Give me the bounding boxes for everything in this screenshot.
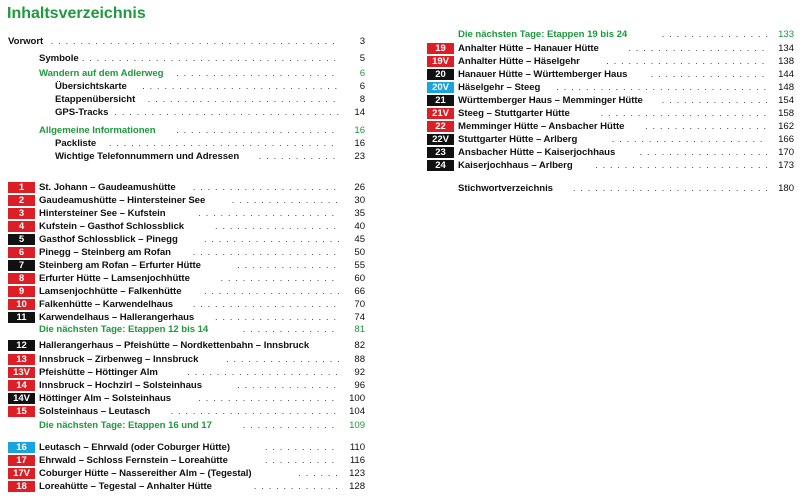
toc-entry-title: Coburger Hütte – Nassereither Alm – (Tegestal) bbox=[39, 468, 252, 479]
dot-leader bbox=[176, 124, 339, 137]
toc-entry-title: Anhalter Hütte – Hanauer Hütte bbox=[458, 43, 599, 54]
toc-entry[interactable] bbox=[8, 366, 365, 379]
toc-entry[interactable] bbox=[8, 52, 365, 65]
dot-leader bbox=[226, 353, 339, 366]
stage-number-badge: 16 bbox=[8, 442, 35, 453]
toc-entry-title: Kufstein – Gasthof Schlossblick bbox=[39, 221, 185, 232]
toc-entry-title: Vorwort bbox=[8, 36, 44, 47]
stage-number-badge: 8 bbox=[8, 273, 35, 284]
stage-number-badge: 19V bbox=[427, 56, 454, 67]
stage-number-badge: 17 bbox=[8, 455, 35, 466]
dot-leader bbox=[612, 133, 768, 146]
toc-page-number: 5 bbox=[359, 53, 365, 64]
stage-number-badge: 22 bbox=[427, 121, 454, 132]
toc-page-number: 134 bbox=[778, 43, 794, 54]
stage-number-badge: 3 bbox=[8, 208, 35, 219]
toc-page-number: 8 bbox=[359, 94, 365, 105]
dot-leader bbox=[259, 150, 339, 163]
toc-entry-title: Memminger Hütte – Ansbacher Hütte bbox=[458, 121, 625, 132]
toc-page-number: 128 bbox=[349, 481, 365, 492]
toc-entry[interactable] bbox=[8, 323, 365, 336]
dot-leader bbox=[265, 441, 339, 454]
toc-page-number: 92 bbox=[354, 367, 365, 378]
stage-number-badge: 5 bbox=[8, 234, 35, 245]
toc-page-number: 116 bbox=[349, 455, 365, 466]
toc-entry-title: Erfurter Hütte – Lamsenjochhütte bbox=[39, 273, 190, 284]
stage-number-badge: 1 bbox=[8, 182, 35, 193]
stage-number-badge: 20 bbox=[427, 69, 454, 80]
toc-entry[interactable] bbox=[427, 28, 794, 41]
toc-entry[interactable] bbox=[8, 298, 365, 311]
toc-entry[interactable] bbox=[427, 146, 794, 159]
dot-leader bbox=[176, 67, 339, 80]
toc-entry[interactable] bbox=[8, 272, 365, 285]
toc-entry-title: Innsbruck – Hochzirl – Solsteinhaus bbox=[39, 380, 202, 391]
toc-entry[interactable] bbox=[8, 285, 365, 298]
dot-leader bbox=[237, 259, 339, 272]
dot-leader bbox=[601, 107, 768, 120]
stage-number-badge: 21 bbox=[427, 95, 454, 106]
toc-entry-title: Loreahütte – Tegestal – Anhalter Hütte bbox=[39, 481, 212, 492]
stage-number-badge: 15 bbox=[8, 406, 35, 417]
dot-leader bbox=[148, 93, 339, 106]
toc-page-number: 26 bbox=[354, 182, 365, 193]
dot-leader bbox=[651, 68, 768, 81]
toc-page-number: 35 bbox=[354, 208, 365, 219]
stage-number-badge: 6 bbox=[8, 247, 35, 258]
dot-leader bbox=[232, 194, 339, 207]
toc-entry-title: Die nächsten Tage: Etappen 16 und 17 bbox=[39, 420, 212, 431]
toc-entry[interactable] bbox=[8, 441, 365, 454]
toc-page-number: 109 bbox=[349, 420, 365, 431]
dot-leader bbox=[187, 366, 339, 379]
toc-page-number: 173 bbox=[778, 160, 794, 171]
toc-entry[interactable] bbox=[8, 259, 365, 272]
page-title: Inhaltsverzeichnis bbox=[7, 5, 146, 22]
toc-entry[interactable] bbox=[8, 106, 365, 119]
toc-entry-title: Wichtige Telefonnummern und Adressen bbox=[55, 151, 240, 162]
dot-leader bbox=[193, 181, 339, 194]
toc-page-number: 180 bbox=[778, 183, 794, 194]
toc-page-number: 138 bbox=[778, 56, 794, 67]
toc-page-number: 55 bbox=[354, 260, 365, 271]
toc-entry-title: Gaudeamushütte – Hintersteiner See bbox=[39, 195, 206, 206]
toc-entry[interactable] bbox=[8, 246, 365, 259]
toc-entry[interactable] bbox=[427, 55, 794, 68]
dot-leader bbox=[237, 379, 339, 392]
dot-leader bbox=[629, 42, 769, 55]
toc-page-number: 30 bbox=[354, 195, 365, 206]
toc-entry[interactable] bbox=[8, 379, 365, 392]
dot-leader bbox=[662, 28, 768, 41]
toc-entry[interactable] bbox=[8, 93, 365, 106]
toc-entry[interactable] bbox=[8, 137, 365, 150]
toc-page-number: 133 bbox=[778, 29, 794, 40]
toc-entry[interactable] bbox=[8, 419, 365, 432]
toc-entry-title: Allgemeine Informationen bbox=[39, 125, 156, 136]
toc-entry[interactable] bbox=[8, 35, 365, 48]
toc-page-number: 50 bbox=[354, 247, 365, 258]
dot-leader bbox=[298, 467, 339, 480]
toc-page-number: 81 bbox=[354, 324, 365, 335]
toc-entry[interactable] bbox=[8, 353, 365, 366]
toc-entry[interactable] bbox=[8, 194, 365, 207]
toc-entry-title: Württemberger Haus – Memminger Hütte bbox=[458, 95, 643, 106]
toc-page-number: 6 bbox=[359, 81, 365, 92]
toc-entry-title: Gasthof Schlossblick – Pinegg bbox=[39, 234, 178, 245]
toc-entry-title: Hanauer Hütte – Württemberger Haus bbox=[458, 69, 628, 80]
toc-entry[interactable] bbox=[8, 392, 365, 405]
stage-number-badge: 13V bbox=[8, 367, 35, 378]
toc-page-number: 14 bbox=[354, 107, 365, 118]
toc-page-number: 170 bbox=[778, 147, 794, 158]
toc-entry[interactable] bbox=[8, 454, 365, 467]
toc-page-number: 110 bbox=[349, 442, 365, 453]
stage-number-badge: 19 bbox=[427, 43, 454, 54]
dot-leader bbox=[193, 246, 339, 259]
dot-leader bbox=[204, 285, 339, 298]
toc-entry-title: Die nächsten Tage: Etappen 12 bis 14 bbox=[39, 324, 209, 335]
toc-entry-title: Steinberg am Rofan – Erfurter Hütte bbox=[39, 260, 201, 271]
toc-entry[interactable] bbox=[427, 133, 794, 146]
stage-number-badge: 7 bbox=[8, 260, 35, 271]
toc-entry-title: Höttinger Alm – Solsteinhaus bbox=[39, 393, 172, 404]
stage-number-badge: 17V bbox=[8, 468, 35, 479]
dot-leader bbox=[556, 81, 768, 94]
toc-entry-title: Pinegg – Steinberg am Rofan bbox=[39, 247, 171, 258]
toc-entry-title: Pfeishütte – Höttinger Alm bbox=[39, 367, 158, 378]
toc-entry-title: Falkenhütte – Karwendelhaus bbox=[39, 299, 174, 310]
toc-entry[interactable] bbox=[8, 67, 365, 80]
toc-entry[interactable] bbox=[8, 80, 365, 93]
toc-page-number: 60 bbox=[354, 273, 365, 284]
toc-entry[interactable] bbox=[8, 480, 365, 493]
toc-entry-title: Hintersteiner See – Kufstein bbox=[39, 208, 166, 219]
toc-entry[interactable] bbox=[8, 339, 365, 352]
stage-number-badge: 24 bbox=[427, 160, 454, 171]
toc-entry-title: Etappenübersicht bbox=[55, 94, 136, 105]
toc-entry-title: Übersichtskarte bbox=[55, 81, 127, 92]
toc-entry-title: Häselgehr – Steeg bbox=[458, 82, 541, 93]
dot-leader bbox=[115, 106, 340, 119]
dot-leader bbox=[254, 480, 339, 493]
dot-leader bbox=[662, 94, 768, 107]
toc-page-number: 16 bbox=[354, 138, 365, 149]
toc-page-number: 40 bbox=[354, 221, 365, 232]
toc-entry[interactable] bbox=[8, 124, 365, 137]
toc-page-number: 23 bbox=[354, 151, 365, 162]
toc-page-number: 3 bbox=[359, 36, 365, 47]
dot-leader bbox=[82, 52, 339, 65]
toc-entry-title: Karwendelhaus – Hallerangerhaus bbox=[39, 312, 195, 323]
dot-leader bbox=[573, 182, 768, 195]
dot-leader bbox=[606, 55, 768, 68]
dot-leader bbox=[645, 120, 768, 133]
dot-leader bbox=[640, 146, 768, 159]
toc-page-number: 74 bbox=[354, 312, 365, 323]
dot-leader bbox=[198, 207, 339, 220]
stage-number-badge: 14 bbox=[8, 380, 35, 391]
toc-entry[interactable] bbox=[427, 42, 794, 55]
toc-page-number: 162 bbox=[778, 121, 794, 132]
toc-page-number: 82 bbox=[354, 340, 365, 351]
toc-entry[interactable] bbox=[427, 81, 794, 94]
toc-page-number: 100 bbox=[349, 393, 365, 404]
toc-page-number: 154 bbox=[778, 95, 794, 106]
toc-entry-title: Anhalter Hütte – Häselgehr bbox=[458, 56, 580, 67]
stage-number-badge: 10 bbox=[8, 299, 35, 310]
stage-number-badge: 22V bbox=[427, 134, 454, 145]
toc-page-number: 96 bbox=[354, 380, 365, 391]
toc-entry-title: Stichwortverzeichnis bbox=[458, 183, 553, 194]
toc-page-number: 88 bbox=[354, 354, 365, 365]
dot-leader bbox=[265, 454, 339, 467]
toc-entry[interactable] bbox=[427, 68, 794, 81]
toc-page-number: 70 bbox=[354, 299, 365, 310]
stage-number-badge: 23 bbox=[427, 147, 454, 158]
dot-leader bbox=[204, 233, 339, 246]
toc-entry[interactable] bbox=[8, 181, 365, 194]
toc-entry-title: St. Johann – Gaudeamushütte bbox=[39, 182, 176, 193]
dot-leader bbox=[198, 392, 339, 405]
toc-entry-title: Leutasch – Ehrwald (oder Coburger Hütte) bbox=[39, 442, 230, 453]
toc-entry[interactable] bbox=[8, 405, 365, 418]
toc-entry-title: Die nächsten Tage: Etappen 19 bis 24 bbox=[458, 29, 628, 40]
toc-entry[interactable] bbox=[8, 207, 365, 220]
toc-page-number: 148 bbox=[778, 82, 794, 93]
toc-page-number: 123 bbox=[349, 468, 365, 479]
toc-page-number: 104 bbox=[349, 406, 365, 417]
dot-leader bbox=[595, 159, 768, 172]
dot-leader bbox=[221, 272, 339, 285]
toc-entry-title: Kaiserjochhaus – Arlberg bbox=[458, 160, 573, 171]
stage-number-badge: 14V bbox=[8, 393, 35, 404]
stage-number-badge: 2 bbox=[8, 195, 35, 206]
toc-entry-title: GPS-Tracks bbox=[55, 107, 109, 118]
toc-page-number: 66 bbox=[354, 286, 365, 297]
dot-leader bbox=[193, 298, 339, 311]
toc-entry-title: Hallerangerhaus – Pfeishütte – Nordkettenbahn – Innsbruck bbox=[39, 340, 310, 351]
stage-number-badge: 21V bbox=[427, 108, 454, 119]
toc-page-number: 166 bbox=[778, 134, 794, 145]
stage-number-badge: 11 bbox=[8, 312, 35, 323]
dot-leader bbox=[215, 220, 339, 233]
toc-entry-title: Ansbacher Hütte – Kaiserjochhaus bbox=[458, 147, 616, 158]
toc-entry[interactable] bbox=[427, 107, 794, 120]
toc-entry-title: Steeg – Stuttgarter Hütte bbox=[458, 108, 570, 119]
dot-leader bbox=[51, 35, 339, 48]
toc-entry-title: Solsteinhaus – Leutasch bbox=[39, 406, 151, 417]
toc-entry[interactable] bbox=[8, 220, 365, 233]
toc-entry[interactable] bbox=[8, 150, 365, 163]
dot-leader bbox=[142, 80, 339, 93]
toc-entry[interactable] bbox=[8, 467, 365, 480]
dot-leader bbox=[243, 323, 339, 336]
stage-number-badge: 9 bbox=[8, 286, 35, 297]
toc-entry-title: Stuttgarter Hütte – Arlberg bbox=[458, 134, 578, 145]
stage-number-badge: 4 bbox=[8, 221, 35, 232]
toc-page-number: 158 bbox=[778, 108, 794, 119]
toc-page-number: 6 bbox=[359, 68, 365, 79]
dot-leader bbox=[243, 419, 339, 432]
toc-entry[interactable] bbox=[427, 159, 794, 172]
stage-number-badge: 12 bbox=[8, 340, 35, 351]
stage-number-badge: 20V bbox=[427, 82, 454, 93]
stage-number-badge: 18 bbox=[8, 481, 35, 492]
dot-leader bbox=[171, 405, 339, 418]
toc-entry[interactable] bbox=[8, 233, 365, 246]
toc-entry-title: Lamsenjochhütte – Falkenhütte bbox=[39, 286, 182, 297]
toc-entry[interactable] bbox=[427, 182, 794, 195]
toc-entry[interactable] bbox=[427, 94, 794, 107]
toc-entry-title: Wandern auf dem Adlerweg bbox=[39, 68, 164, 79]
toc-entry-title: Innsbruck – Zirbenweg – Innsbruck bbox=[39, 354, 199, 365]
toc-page-number: 16 bbox=[354, 125, 365, 136]
dot-leader bbox=[109, 137, 339, 150]
toc-entry[interactable] bbox=[427, 120, 794, 133]
stage-number-badge: 13 bbox=[8, 354, 35, 365]
toc-page-number: 45 bbox=[354, 234, 365, 245]
toc-entry-title: Ehrwald – Schloss Fernstein – Loreahütte bbox=[39, 455, 228, 466]
toc-page-number: 144 bbox=[778, 69, 794, 80]
toc-entry-title: Packliste bbox=[55, 138, 97, 149]
toc-entry-title: Symbole bbox=[39, 53, 79, 64]
